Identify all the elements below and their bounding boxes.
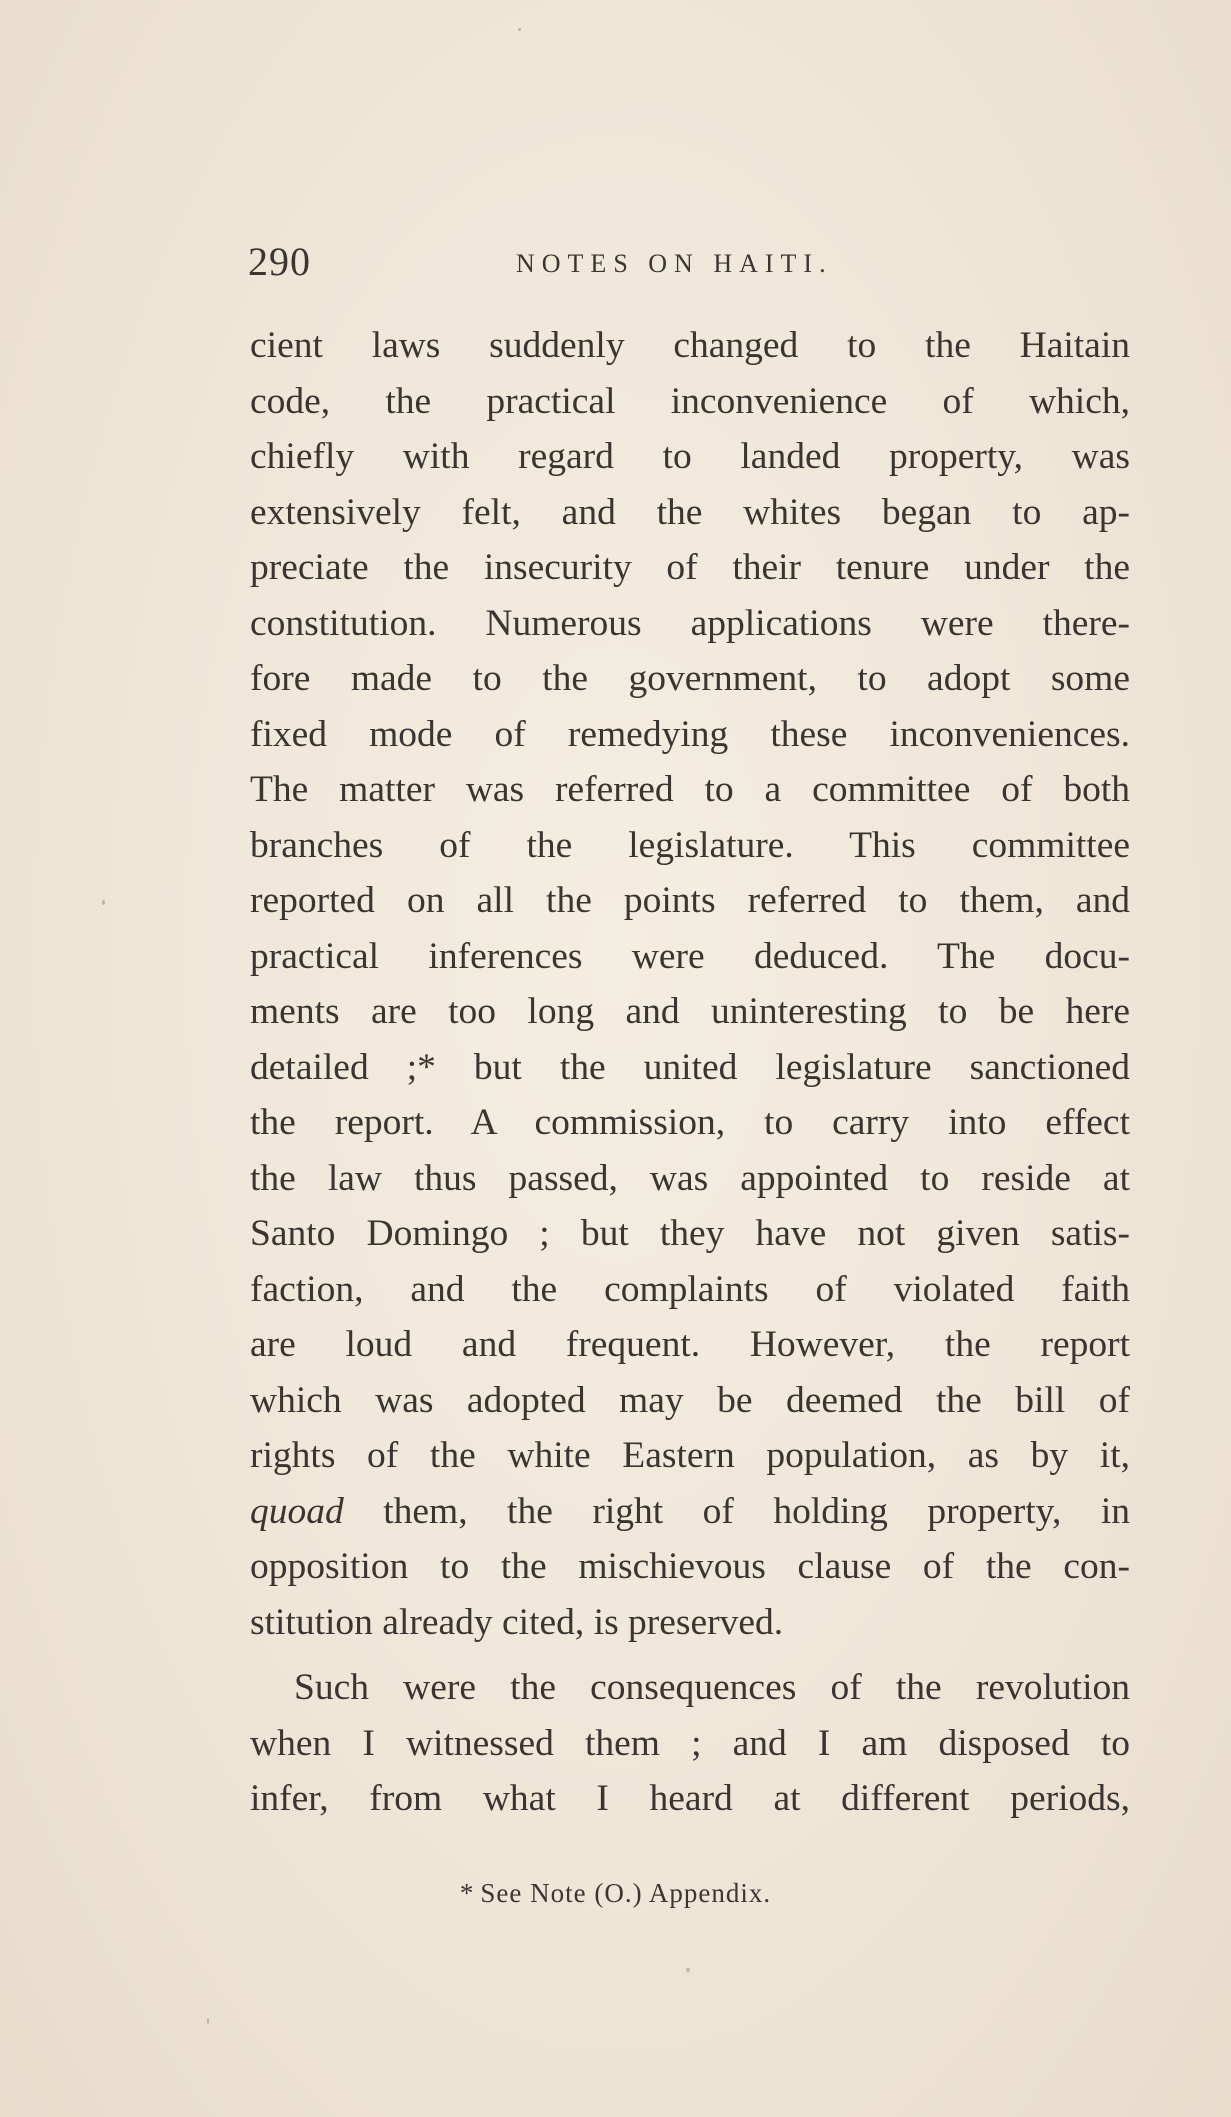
text-line: when I witnessed them ; and I am disposed to bbox=[250, 1722, 1130, 1764]
footnote-text: See Note (O.) Appendix. bbox=[480, 1878, 772, 1908]
text-line-quoad bbox=[250, 1484, 1130, 1540]
text-line: stitution already cited, is preserved. bbox=[250, 1601, 784, 1643]
text-line: the report. A commission, to carry into effect bbox=[250, 1102, 1130, 1143]
text-line: infer, from what I heard at different periods, bbox=[250, 1778, 1130, 1819]
text-line: Santo Domingo ; but they have not given satis- bbox=[250, 1213, 1130, 1254]
footnote-mark: * bbox=[459, 1878, 475, 1908]
text-line: which was adopted may be deemed the bill of bbox=[250, 1379, 1130, 1421]
paper-speck bbox=[102, 900, 105, 905]
text-line: practical inferences were deduced. The docu- bbox=[250, 935, 1130, 977]
text-line: the law thus passed, was appointed to reside at bbox=[250, 1157, 1130, 1199]
paper-speck bbox=[686, 1968, 690, 1972]
text-line: extensively felt, and the whites began to ap- bbox=[250, 491, 1130, 533]
text-line: ments are too long and uninteresting to be here bbox=[250, 991, 1130, 1032]
text-line: opposition to the mischievous clause of the con- bbox=[250, 1546, 1130, 1587]
text-line: are loud and frequent. However, the report bbox=[250, 1324, 1130, 1365]
text-line: detailed ;* but the united legislature sanctioned bbox=[250, 1046, 1130, 1088]
text-line-rest: them, the right of holding property, in bbox=[343, 1490, 1130, 1532]
text-line: faction, and the complaints of violated faith bbox=[250, 1268, 1130, 1310]
text-line: branches of the legislature. This committee bbox=[250, 824, 1130, 866]
text-line: Such were the consequences of the revolution bbox=[294, 1667, 1130, 1708]
text-line: cient laws suddenly changed to the Haitain bbox=[250, 325, 1130, 366]
footnote bbox=[0, 1878, 1231, 1909]
italic-word: quoad bbox=[250, 1490, 344, 1532]
text-line: The matter was referred to a committee of both bbox=[250, 769, 1130, 810]
running-title: NOTES ON HAITI. bbox=[516, 249, 833, 278]
paper-speck bbox=[518, 28, 521, 31]
text-line: code, the practical inconvenience of which, bbox=[250, 380, 1130, 422]
text-line: reported on all the points referred to them, and bbox=[250, 880, 1130, 921]
text-line: preciate the insecurity of their tenure under the bbox=[250, 547, 1130, 588]
text-line: chiefly with regard to landed property, was bbox=[250, 436, 1130, 477]
running-head bbox=[248, 238, 1148, 298]
text-line: constitution. Numerous applications were there- bbox=[250, 602, 1130, 644]
body-text bbox=[250, 318, 1130, 1827]
text-line: fore made to the government, to adopt some bbox=[250, 658, 1130, 699]
paper-speck bbox=[207, 2018, 209, 2024]
page-number: 290 bbox=[248, 239, 311, 284]
paragraph-gap bbox=[250, 1650, 1130, 1660]
text-line: fixed mode of remedying these inconveniences. bbox=[250, 713, 1130, 755]
text-line: rights of the white Eastern population, as by it, bbox=[250, 1435, 1130, 1476]
